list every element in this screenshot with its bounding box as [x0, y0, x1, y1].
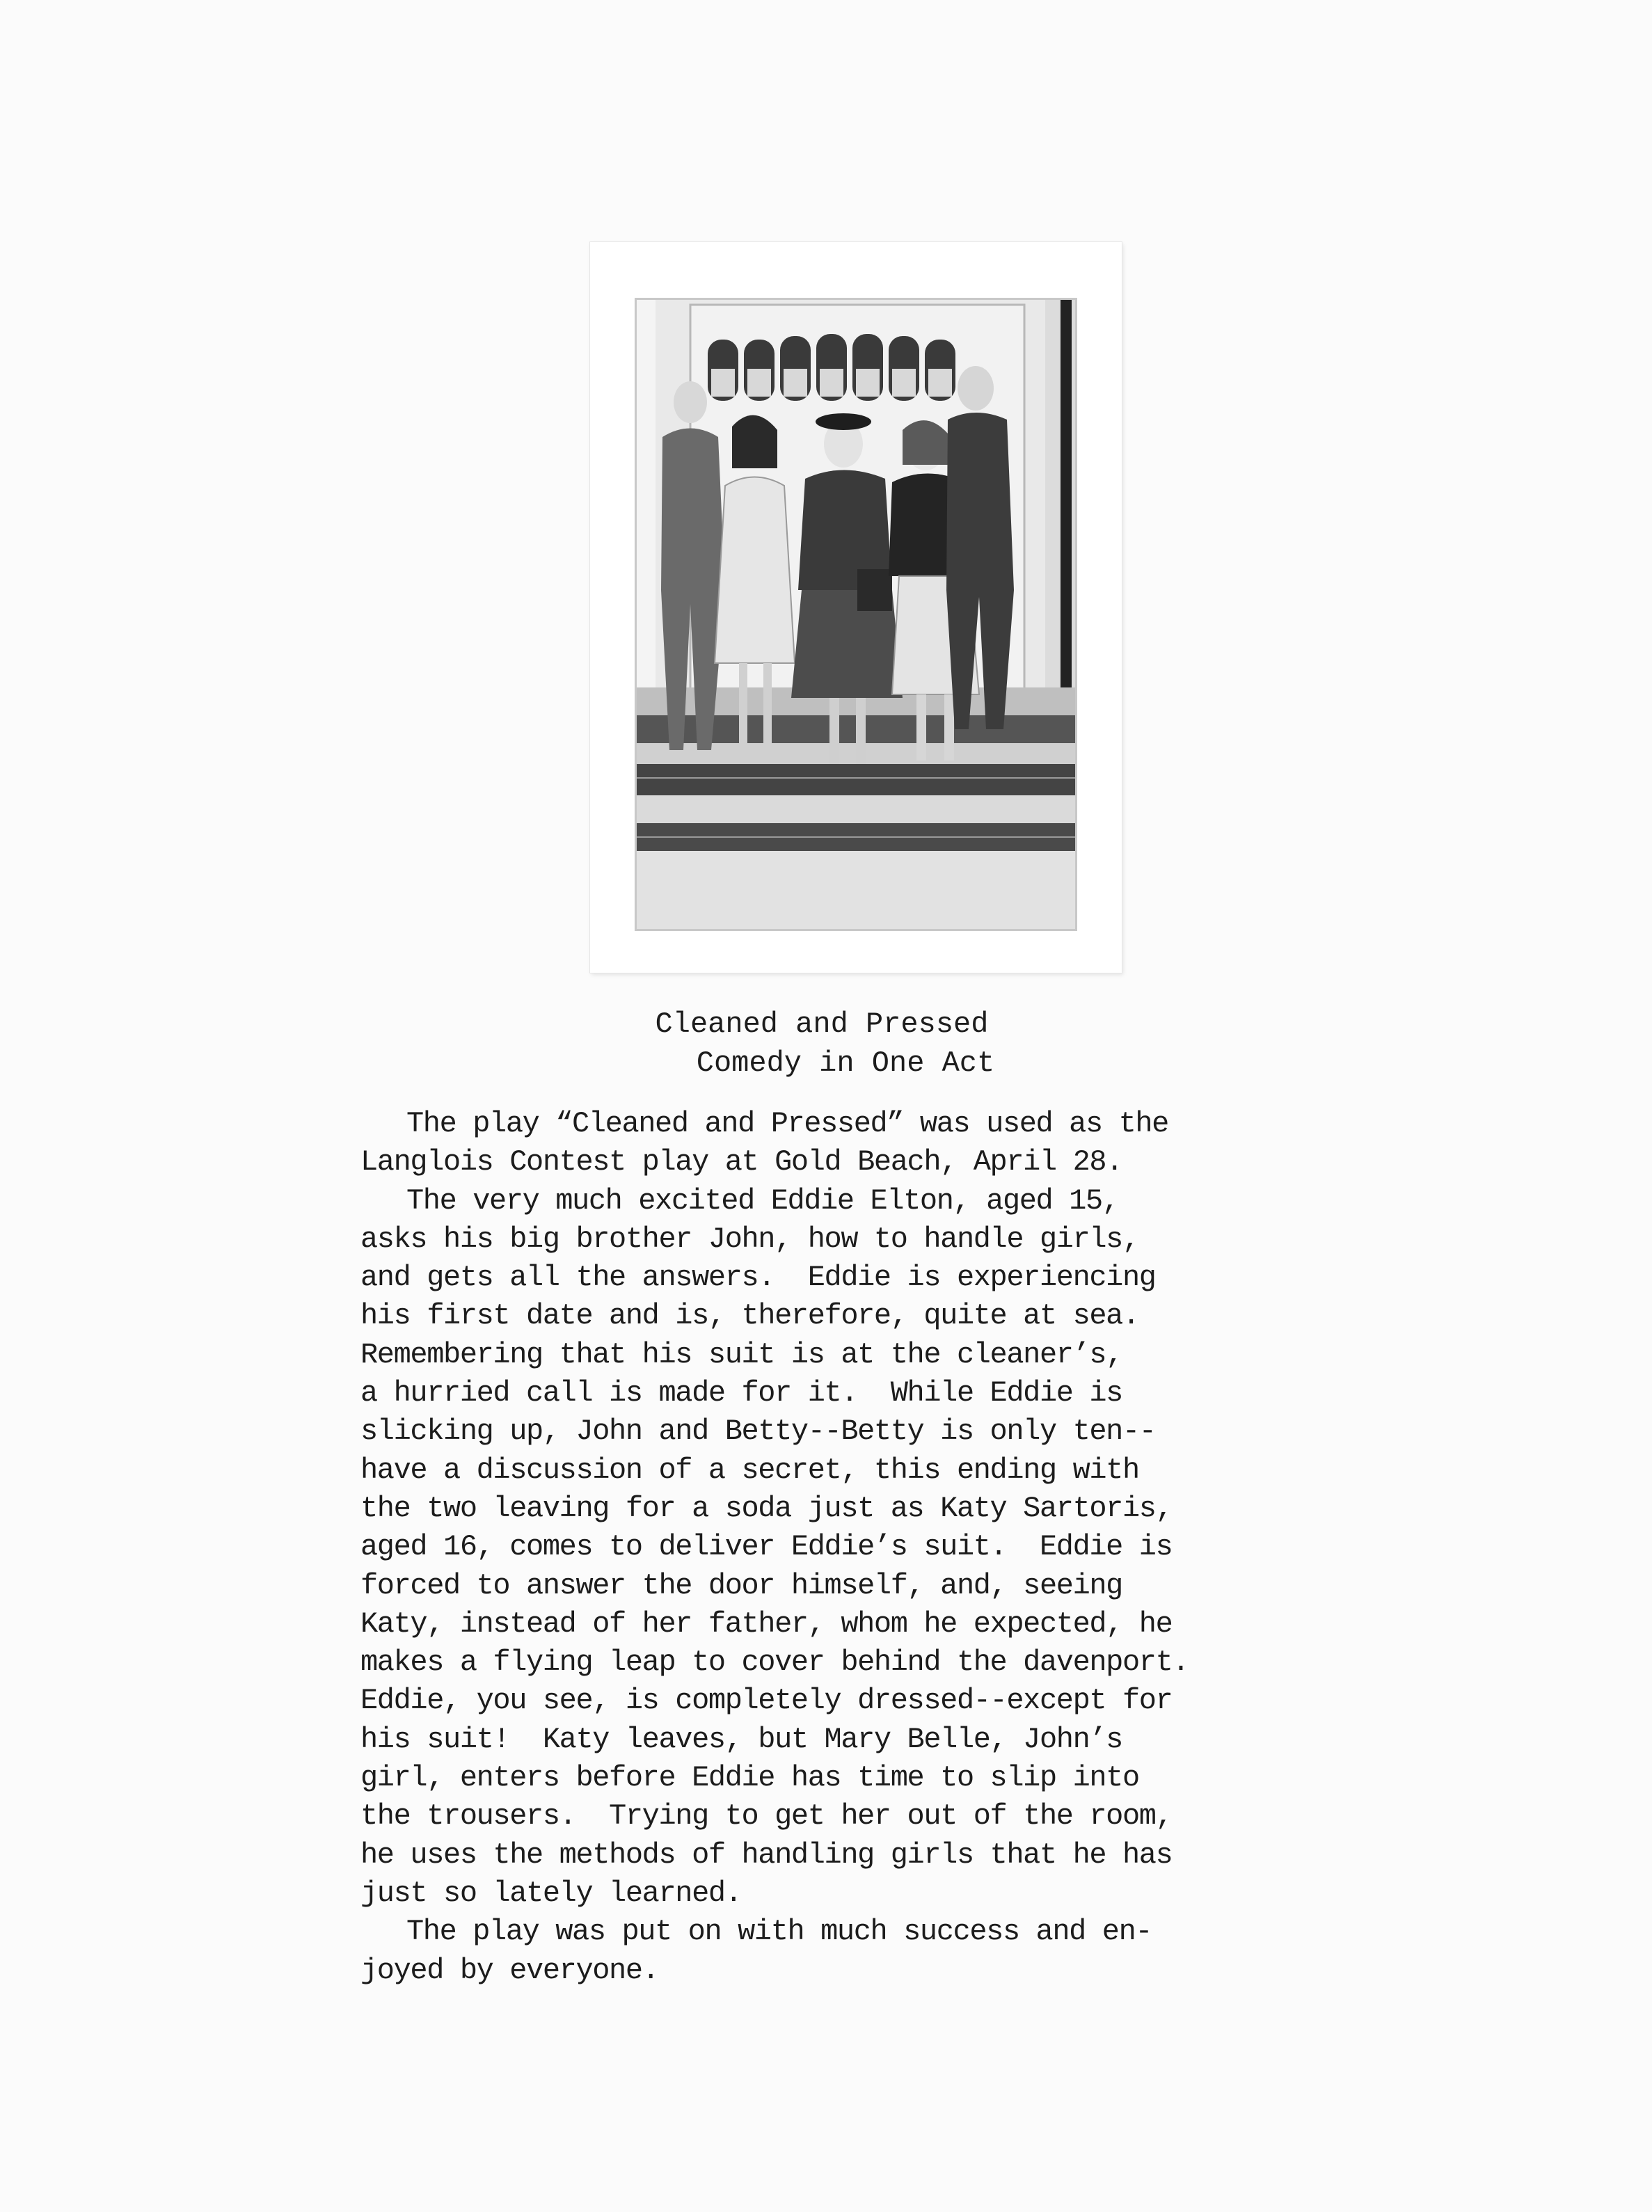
body-line: slicking up, John and Betty--Betty is only ten-- [360, 1415, 1156, 1449]
body-line: girl, enters before Eddie has time to slip into [360, 1761, 1139, 1795]
group-photo [635, 298, 1077, 931]
play-title: Cleaned and Pressed [655, 1008, 989, 1041]
body-line: his first date and is, therefore, quite at sea. [360, 1299, 1139, 1333]
body-line: makes a flying leap to cover behind the davenport. [360, 1646, 1189, 1680]
body-line: Katy, instead of her father, whom he expected, he [360, 1607, 1173, 1641]
body-line: his suit! Katy leaves, but Mary Belle, John’s [360, 1722, 1122, 1756]
group-photo-illustration [635, 298, 1077, 931]
body-line: The play “Cleaned and Pressed” was used as the [406, 1107, 1168, 1140]
body-line: Remembering that his suit is at the cleaner’s, [360, 1337, 1122, 1371]
photo-print [590, 242, 1122, 973]
body-line: joyed by everyone. [360, 1953, 659, 1987]
body-line: just so lately learned. [360, 1876, 742, 1910]
body-line: the two leaving for a soda just as Katy Sartoris, [360, 1491, 1173, 1525]
body-line: and gets all the answers. Eddie is experiencing [360, 1261, 1156, 1295]
body-line: forced to answer the door himself, and, seeing [360, 1568, 1122, 1602]
body-line: the trousers. Trying to get her out of the room, [360, 1799, 1173, 1833]
body-line: aged 16, comes to deliver Eddie’s suit. Eddie is [360, 1530, 1173, 1564]
body-line: The very much excited Eddie Elton, aged 15, [406, 1184, 1119, 1218]
body-line: Eddie, you see, is completely dressed--except for [360, 1684, 1173, 1718]
play-description [360, 1105, 1223, 1990]
body-line: The play was put on with much success and en- [406, 1915, 1152, 1949]
body-line: asks his big brother John, how to handle girls, [360, 1222, 1139, 1256]
body-line: have a discussion of a secret, this ending with [360, 1453, 1139, 1487]
body-line: a hurried call is made for it. While Eddie is [360, 1376, 1122, 1410]
body-line: he uses the methods of handling girls that he has [360, 1838, 1173, 1872]
play-subtitle: Comedy in One Act [696, 1047, 995, 1080]
body-line: Langlois Contest play at Gold Beach, April 28. [360, 1145, 1122, 1179]
